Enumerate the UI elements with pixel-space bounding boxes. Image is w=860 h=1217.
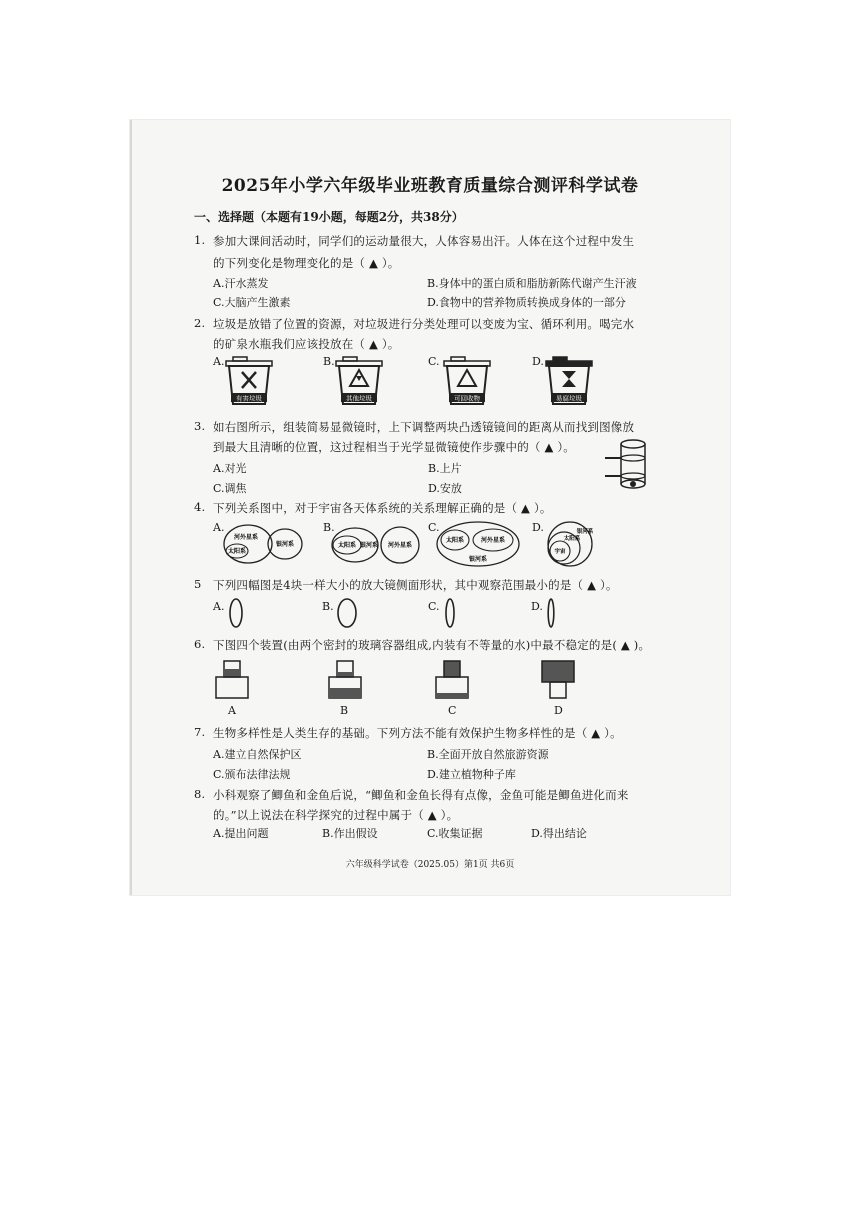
question-1-option-b: B.身体中的蛋白质和脂肪新陈代谢产生汗液 [427,277,637,290]
question-2-line-2: 的矿泉水瓶我们应该投放在（ ▲ ）。 [213,337,400,351]
scan-edge [130,120,132,895]
question-4-option-a: A. [213,521,225,534]
question-7-number: 7. [194,725,206,739]
question-1-option-d: D.食物中的营养物质转换成身体的一部分 [427,296,626,309]
magnifier-side-c [443,597,457,629]
question-7-option-c: C.颁布法律法规 [213,768,291,781]
diagram-d-label-2: 太阳系 [563,536,581,542]
venn-diagram-a [222,523,304,565]
simple-microscope-figure [603,438,649,496]
question-5-option-a: A. [213,600,225,613]
diagram-d-label-3: 银河系 [576,529,594,535]
question-8-option-a: A.提出问题 [213,827,269,840]
container-device-b [327,660,363,700]
question-6-number: 6. [194,637,206,651]
question-3-option-b: B.上片 [428,462,462,475]
question-6-option-b: B [340,704,349,717]
question-6-option-a: A [228,704,236,717]
venn-diagram-b [329,523,421,565]
question-4-option-d: D. [532,521,544,534]
question-2-option-b: B. [323,355,335,368]
diagram-b-label-3: 河外星系 [387,542,413,549]
question-8-option-c: C.收集证据 [427,827,483,840]
question-7-option-a: A.建立自然保护区 [213,748,302,761]
question-3-line-1: 如右图所示，组装简易显微镜时，上下调整两块凸透镜镜间的距离从而找到图像放 [213,420,635,434]
magnifier-side-a [228,597,244,629]
question-6-line-1: 下图四个装置(由两个密封的玻璃容器组成,内装有不等量的水)中最不稳定的是( ▲ )。 [213,638,651,652]
question-7-option-d: D.建立植物种子库 [427,768,516,781]
question-3-number: 3. [194,419,206,433]
question-5-number: 5 [194,577,202,591]
question-8-number: 8. [194,787,206,801]
venn-diagram-d [542,520,598,568]
container-device-c [434,660,470,700]
question-5-option-b: B. [322,600,334,613]
magnifier-side-d [545,597,557,629]
diagram-b-label-1: 太阳系 [337,542,357,549]
diagram-c-label-3: 银河系 [468,556,488,563]
diagram-a-label-3: 银河系 [275,541,295,548]
question-4-number: 4. [194,500,206,514]
question-1-option-a: A.汗水蒸发 [213,277,269,290]
other-waste-bin-icon [333,356,385,406]
question-8-option-b: B.作出假设 [322,827,378,840]
harmful-waste-bin-icon [223,356,275,406]
exam-title: 2025年小学六年级毕业班教育质量综合测评科学试卷 [221,176,639,196]
question-1-option-c: C.大脑产生激素 [213,296,291,309]
question-1-line-1: 参加大课间活动时，同学们的运动量很大，人体容易出汗。人体在这个过程中发生 [213,234,635,248]
diagram-c-label-1: 太阳系 [445,537,465,544]
magnifier-side-b [336,597,358,629]
bin-label-harmful: 有害垃圾 [236,394,262,403]
bin-label-perishable: 易腐垃圾 [556,394,582,403]
question-6-option-c: C [448,704,457,717]
diagram-b-label-2: 银河系 [359,542,379,549]
diagram-d-label-1: 宇宙 [554,549,566,555]
question-5-option-d: D. [531,600,543,613]
question-8-line-1: 小科观察了鲫鱼和金鱼后说，“鲫鱼和金鱼长得有点像，金鱼可能是鲫鱼进化而来 [213,788,629,802]
question-1-number: 1. [194,233,206,247]
container-device-a [214,660,250,700]
question-2-line-1: 垃圾是放错了位置的资源，对垃圾进行分类处理可以变废为宝、循环利用。喝完水 [213,317,635,331]
container-device-d [540,660,576,700]
question-5-line-1: 下列四幅图是4块一样大小的放大镜侧面形状，其中观察范围最小的是（ ▲ ）。 [213,578,618,592]
question-7-option-b: B.全面开放自然旅游资源 [427,748,549,761]
question-1-line-2: 的下列变化是物理变化的是（ ▲ ）。 [213,256,400,270]
question-7-line-1: 生物多样性是人类生存的基础。下列方法不能有效保护生物多样性的是（ ▲ ）。 [213,726,622,740]
question-8-option-d: D.得出结论 [531,827,587,840]
diagram-a-label-1: 河外星系 [233,534,259,541]
question-3-option-d: D.安放 [428,482,462,495]
venn-diagram-c [435,520,521,568]
question-2-option-a: A. [213,355,225,368]
question-2-option-c: C. [428,355,440,368]
page-footer: 六年级科学试卷（2025.05）第1页 共6页 [345,860,515,870]
question-3-option-c: C.调焦 [213,482,247,495]
diagram-a-label-2: 太阳系 [227,548,247,555]
diagram-c-label-2: 河外星系 [480,537,506,544]
question-2-number: 2. [194,316,206,330]
question-4-option-c: C. [428,521,440,534]
question-8-line-2: 的。”以上说法在科学探究的过程中属于（ ▲ ）。 [213,808,459,822]
question-6-option-d: D [554,704,563,717]
bin-label-recyclable: 可回收物 [454,394,480,403]
question-4-option-b: B. [323,521,335,534]
question-4-line-1: 下列关系图中，对于宇宙各天体系统的关系理解正确的是（ ▲ ）。 [213,501,552,515]
bin-label-other: 其他垃圾 [346,394,372,403]
perishable-waste-bin-icon [543,356,595,406]
question-2-option-d: D. [532,355,544,368]
recyclable-bin-icon [441,356,493,406]
question-5-option-c: C. [428,600,440,613]
section-heading: 一、选择题（本题有19小题，每题2分，共38分） [194,210,464,224]
question-3-line-2: 到最大且清晰的位置，这过程相当于光学显微镜使作步骤中的（ ▲ ）。 [213,440,576,454]
question-3-option-a: A.对光 [213,462,247,475]
